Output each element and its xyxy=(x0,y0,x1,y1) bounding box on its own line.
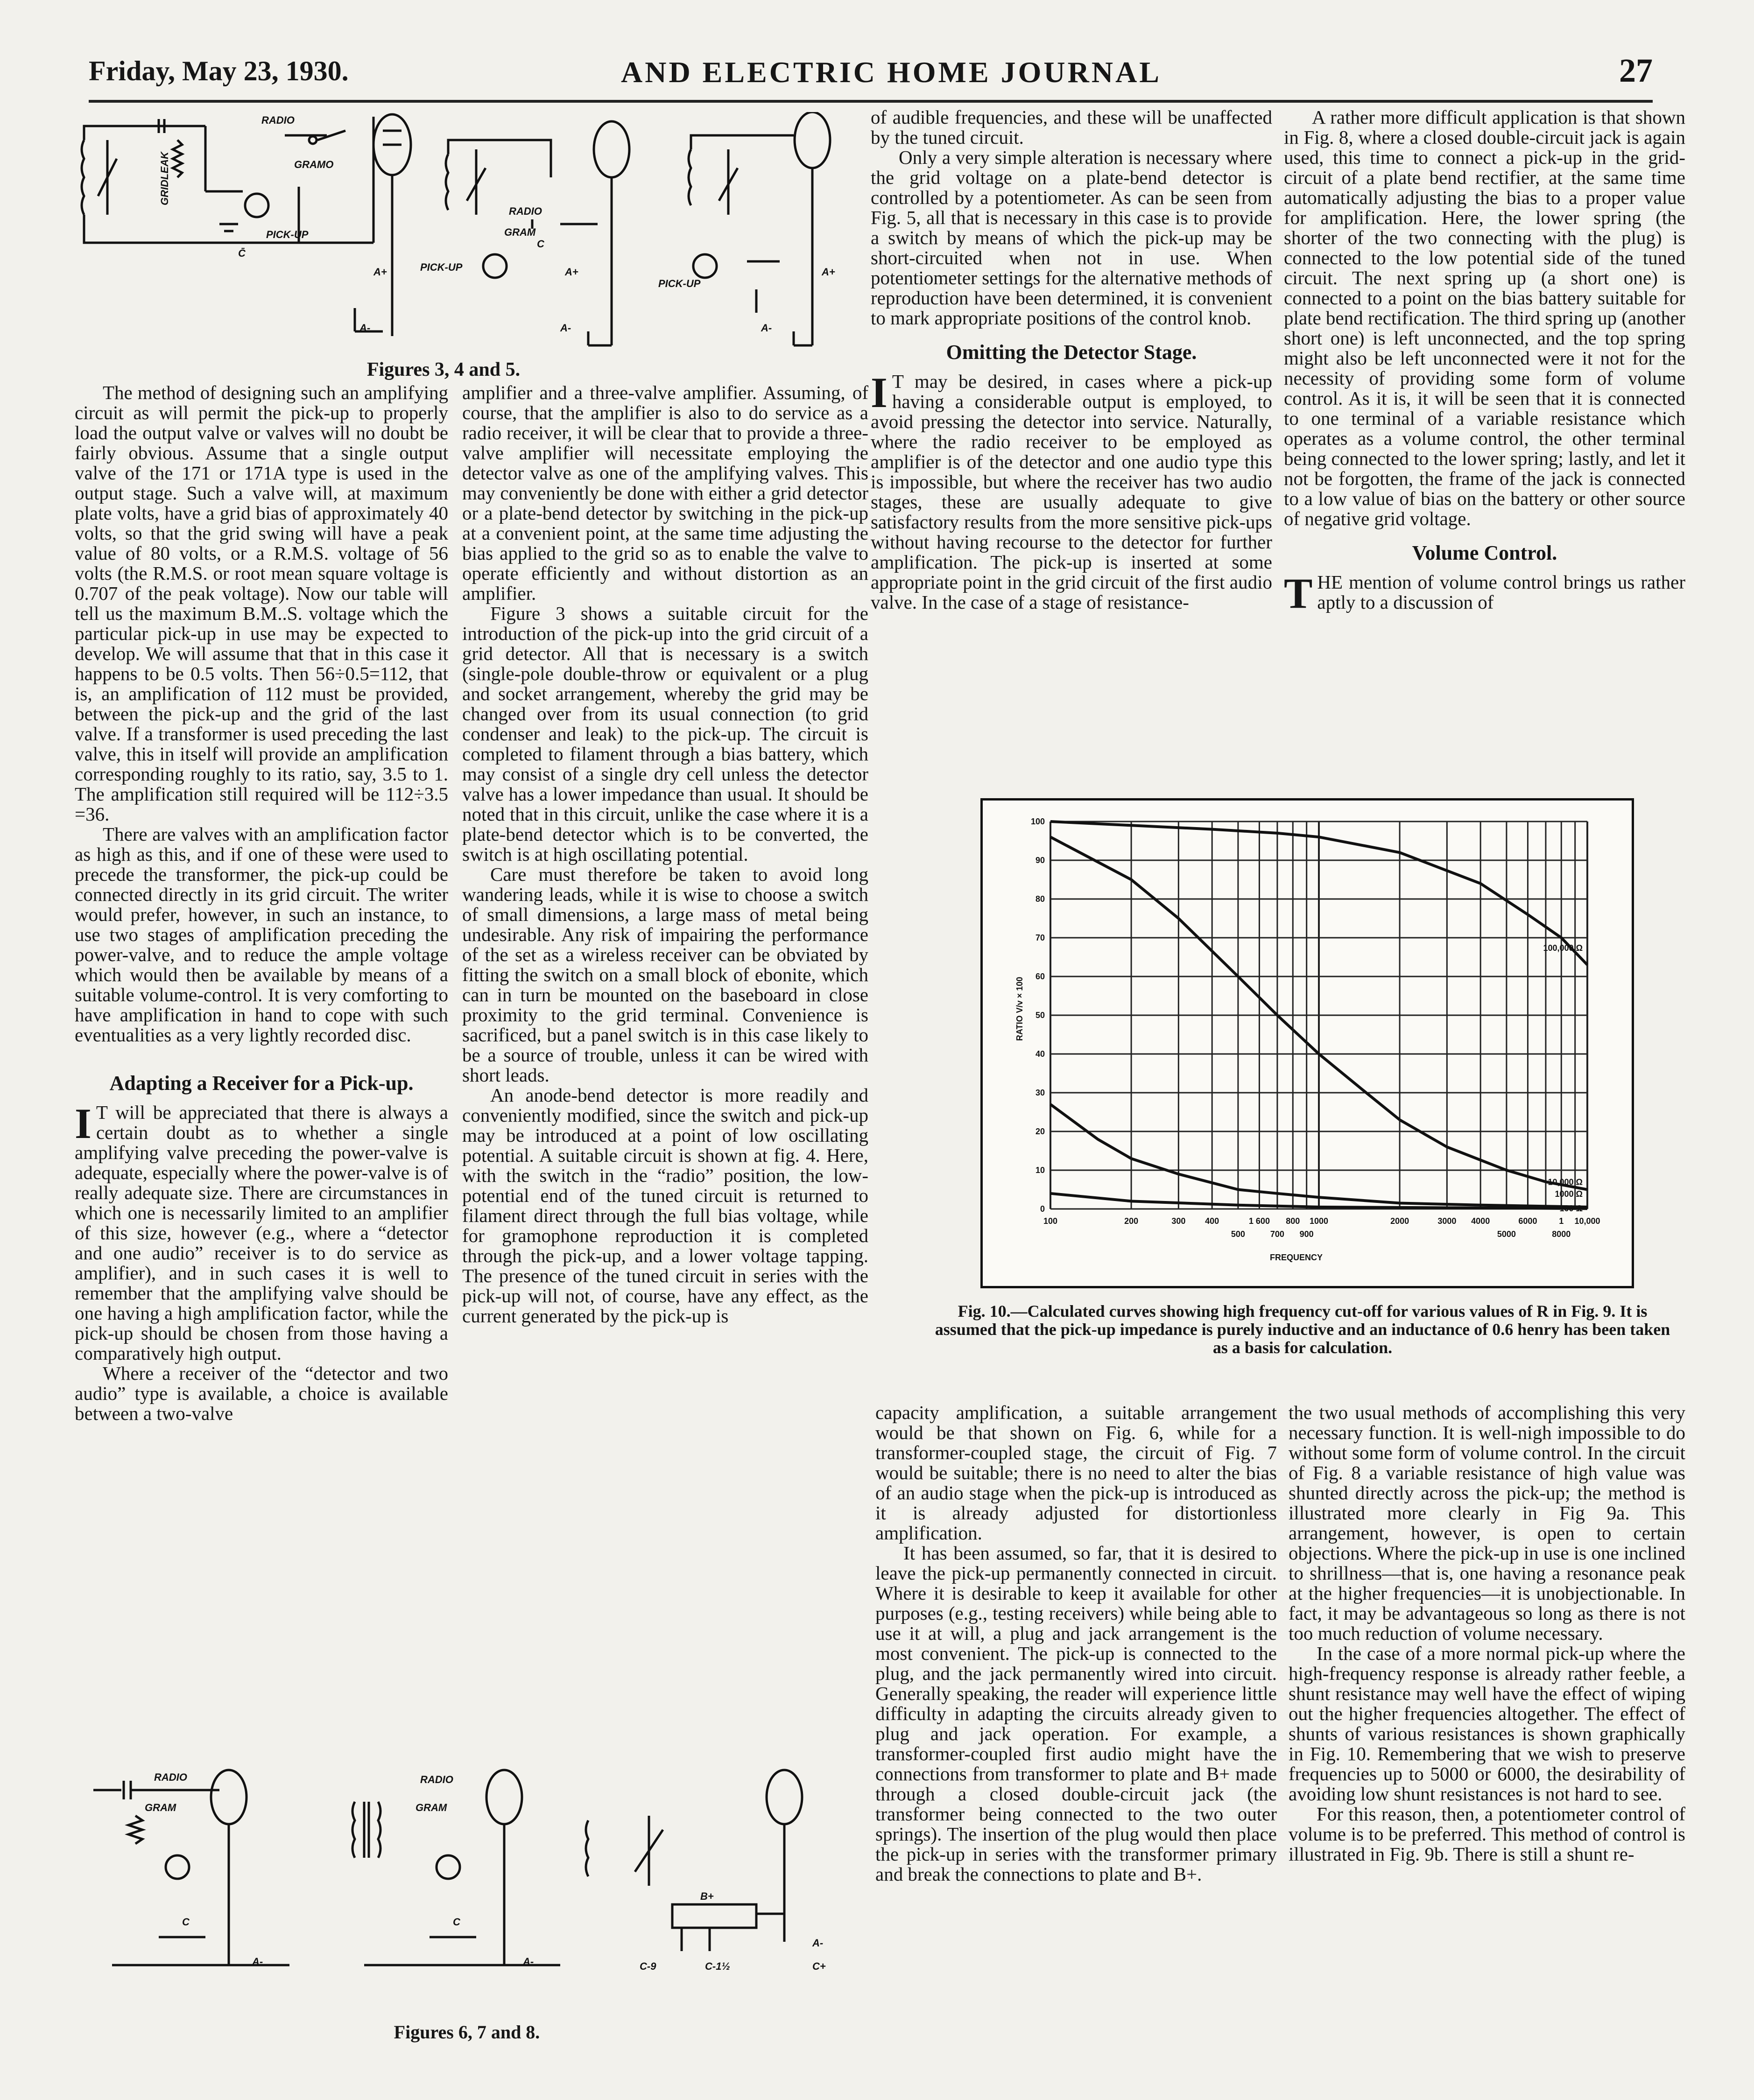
chart-xtick-label: 200 xyxy=(1124,1216,1139,1226)
fig4-label-aplus: A+ xyxy=(565,266,578,278)
chart-xtick-label: 100 xyxy=(1043,1216,1058,1226)
chart-ylabel: RATIO V/v × 100 xyxy=(1015,976,1024,1041)
chart-ytick-label: 50 xyxy=(1035,1011,1045,1020)
chart-ytick-label: 70 xyxy=(1035,933,1045,942)
chart-ytick-label: 60 xyxy=(1035,972,1045,981)
chart-ytick-label: 20 xyxy=(1035,1127,1045,1136)
column-5 xyxy=(875,1403,1277,1884)
column-4 xyxy=(1284,106,1685,617)
chart-xtick-label: 700 xyxy=(1270,1229,1284,1239)
chart-xlabel: FREQUENCY xyxy=(1270,1253,1323,1262)
col4-para-2: THE mention of volume control brings us rather aptly to a discussion of xyxy=(1284,569,1685,617)
col3-para-3: IT may be desired, in cases where a pick-up having a considerable output is employed, to avoid pressing the detector into service. Naturally, where the radio receiver to be employed as amplifier is of the detector and one audio type this is impossible, but where the receiver has two audio stages, these are usually adequate to give satisfactory results from the more sensitive pick-ups without having recourse to the detector for further amplification. The pick-up is inserted at some appropriate point in the grid circuit of the first audio valve. In the case of a stage of resistance- xyxy=(871,369,1272,613)
col3-para-2: Only a very simple alteration is necessary where the grid voltage on a plate-bend detector is controlled by a potentiometer. As can be seen from Fig. 5, all that is necessary in this case is to provide a switch by means of which the pick-up may be short-circuited when not in use. When potentiometer settings for the alternative methods of reproduction have been determined, it is convenient to mark appropriate positions of the control knob. xyxy=(871,147,1272,329)
figure-10-chart xyxy=(980,798,1634,1288)
fig5-label-aplus: A+ xyxy=(822,266,835,278)
col6-para-1: the two usual methods of accomplishing this very necessary function. It is well-nigh impossible to do without some form of volume control. In the circuit of Fig. 8 a variable resistance of high value was shunted directly across the pick-up; the method is illustrated more clearly in Fig 9a. This arrangement, however, is open to certain objections. Where the pick-up in use is one inclined to shrillness—that is, one having a resonance peak at the higher frequencies—it is unobjectionable. In fact, it may be advantageous so long as there is not too much reduction of volume necessary. xyxy=(1289,1402,1685,1644)
fig4-label-radio: RADIO xyxy=(509,205,542,217)
fig3-label-aplus: A+ xyxy=(373,266,387,278)
column-3 xyxy=(871,107,1272,612)
chart-xtick-label: 300 xyxy=(1171,1216,1186,1226)
chart-xtick-label: 1 xyxy=(1559,1216,1564,1226)
fig3-label-aminus: A- xyxy=(359,322,371,334)
chart-ytick-label: 10 xyxy=(1035,1166,1045,1175)
chart-ytick-label: 40 xyxy=(1035,1049,1045,1059)
chart-ytick-label: 80 xyxy=(1035,894,1045,904)
fig4-label-pickup: PICK-UP xyxy=(420,261,463,273)
fig3-label-radio: RADIO xyxy=(261,114,295,126)
chart-ytick-label: 90 xyxy=(1035,856,1045,865)
fig6-label-radio: RADIO xyxy=(154,1771,187,1783)
col4-para-1: A rather more difficult application is that shown in Fig. 8, where a closed double-circuit jack is again used, this time to connect a pick-up in the grid-circuit of a plate bend rectifier, at the same time automatically adjusting the bias to a proper value for amplification. Here, the lower spring (the shorter of the two connecting with the plug) is connected to the low potential side of the tuned circuit. The next spring up (a short one) is connected to a point on the bias battery suitable for plate bend rectification. The third spring up (another short one) is left unconnected, and the top spring might also be left unconnected were it not for the necessity of providing some form of volume control. As it is, it will be seen that it is connected to one terminal of a variable resistance which operates as a volume control, the other terminal being connected to the lower spring; lastly, and let it not be forgotten, the frame of the jack is connected to a low value of bias on the battery or other source of negative grid voltage. xyxy=(1284,106,1685,529)
fig3-label-gramo: GRAMO xyxy=(294,159,334,170)
figures-bottom-caption: Figures 6, 7 and 8. xyxy=(394,2022,540,2043)
chart-series-label: 1000 Ω xyxy=(1555,1189,1583,1199)
fig7-label-c: C xyxy=(453,1916,460,1928)
chart-ytick-label: 100 xyxy=(1030,817,1045,826)
chart-series-label: 100 Ω xyxy=(1559,1204,1583,1214)
col4-heading: Volume Control. xyxy=(1412,541,1557,564)
header-title: AND ELECTRIC HOME JOURNAL xyxy=(621,56,1162,89)
chart-xtick-label: 8000 xyxy=(1552,1229,1571,1239)
figure-5 xyxy=(658,112,835,345)
col5-para-2: It has been assumed, so far, that it is desired to leave the pick-up permanently connected in circuit. Where it is desirable to keep it available for other purposes (e.g., testing receivers) while being able to use it at will, a plug and jack arrangement is the most convenient. The pick-up is connected to the plug, and the jack permanently wired into circuit. Generally speaking, the reader will experience little difficulty in adapting the circuits already given to plug and jack operation. For example, a transformer-coupled first audio might have the connections from transformer to plate and B+ made through a closed double-circuit jack (the transformer being connected to the two outer springs). The insertion of the plug would then place the pick-up in series with the transformer primary and break the connections to plate and B+. xyxy=(875,1542,1277,1885)
fig4-label-gram: GRAM xyxy=(504,226,536,238)
chart-caption: Fig. 10.—Calculated curves showing high frequency cut-off for various values of R in Fig. 9. It is assumed that the pick-up impedance is purely inductive and an inductance of 0.6 henry has been taken as a basis for calculation. xyxy=(935,1302,1670,1357)
figure-3 xyxy=(82,114,411,336)
figure-4 xyxy=(420,121,629,345)
fig8-label-aminus: A- xyxy=(812,1937,824,1949)
chart-series-label: 100,000 Ω xyxy=(1543,943,1583,953)
fig6-label-gram: GRAM xyxy=(145,1802,176,1813)
col1-para-2: There are valves with an amplification factor as high as this, and if one of these were used to precede the transformer, the pick-up could be connected directly in its grid circuit. The writer would prefer, however, in such an instance, to use two stages of amplification preceding the power-valve, and to reduce the ample voltage which would then be available by means of a suitable volume-control. It is very comforting to have amplification in hand to cope with such eventualities as a very lightly recorded disc. xyxy=(75,823,448,1046)
chart-ytick-label: 30 xyxy=(1035,1088,1045,1097)
chart-xtick-label: 400 xyxy=(1205,1216,1219,1226)
chart-series-label: 10,000 Ω xyxy=(1548,1177,1583,1187)
col2-para-1: amplifier and a three-valve amplifier. Assuming, of course, that the amplifier is also to do service as a radio receiver, it will be clear that to provide a three-valve amplifier will necessitate employing the detector valve as one of the amplifying valves. This may conveniently be done with either a grid detector or a plate-bend detector by switching in the pick-up at a convenient point, at the same time adjusting the bias applied to the grid so as to enable the valve to operate efficiently and without distortion as an amplifier. xyxy=(462,382,868,604)
chart-xtick-label: 2000 xyxy=(1390,1216,1409,1226)
col6-para-2: In the case of a more normal pick-up where the high-frequency response is already rather feeble, a shunt resistance may well have the effect of wiping out the higher frequencies altogether. The effect of shunts of various resistances is shown graphically in Fig. 10. Remembering that we wish to preserve frequencies up to 5000 or 6000, the desirability of avoiding low shunt resistances is not hard to see. xyxy=(1289,1643,1685,1805)
fig3-label-pickup: PICK-UP xyxy=(266,229,309,240)
fig4-label-aminus: A- xyxy=(560,322,571,334)
column-2 xyxy=(462,383,868,1326)
chart-xtick-label: 4000 xyxy=(1471,1216,1490,1226)
chart-xtick-label: 3000 xyxy=(1437,1216,1457,1226)
fig3-label-c: C̄ xyxy=(238,247,246,259)
fig7-label-aminus: A- xyxy=(523,1956,534,1967)
chart-xtick-label: 800 xyxy=(1286,1216,1300,1226)
chart-ytick-label: 0 xyxy=(1040,1204,1045,1214)
col6-para-3: For this reason, then, a potentiometer control of volume is to be preferred. This method of control is illustrated in Fig. 9b. There is still a shunt re- xyxy=(1289,1803,1685,1865)
figure-7 xyxy=(352,1770,560,1967)
fig4-label-c: C xyxy=(537,238,544,250)
chart-xtick-label: 6000 xyxy=(1518,1216,1537,1226)
chart-xtick-label: 5000 xyxy=(1497,1229,1516,1239)
chart-xtick-label: 1 600 xyxy=(1248,1216,1270,1226)
column-6 xyxy=(1289,1403,1685,1864)
col2-para-3: Care must therefore be taken to avoid long wandering leads, while it is wise to choose a switch of small dimensions, a large mass of metal being undesirable. Any risk of impairing the performance of the set as a wireless receiver can be obviated by fitting the switch on a small block of ebonite, which can in turn be mounted on the baseboard in close proximity to the grid terminal. Convenience is sacrificed, but a panel switch is in this case likely to be a source of trouble, unless it can be wired with short leads. xyxy=(462,864,868,1086)
fig8-label-bplus: B+ xyxy=(700,1890,714,1902)
fig3-label-gridleak: GRIDLEAK xyxy=(159,152,170,205)
fig8-label-cplus: C+ xyxy=(812,1960,826,1972)
figures-6-7-8 xyxy=(65,1764,868,2007)
figure-6 xyxy=(93,1770,289,1967)
fig7-label-radio: RADIO xyxy=(420,1774,453,1785)
col3-heading: Omitting the Detector Stage. xyxy=(946,341,1197,364)
col1-para-1: The method of designing such an amplifying circuit as will permit the pick-up to properly load the output valve or valves will no doubt be fairly obvious. Assume that a single output valve of the 171 or 171A type is used in the output stage. Such a valve will, at maximum plate volts, have a grid bias of approximately 40 volts, so that the grid swing will have a peak value of 80 volts, or a R.M.S. voltage of 56 volts (the R.M.S. or root mean square voltage is 0.707 of the peak voltage). Now our table will tell us the maximum B.M..S. voltage which the particular pick-up in use may be expected to develop. We will assume that that in this case it happens to be 0.5 volts. Then 56÷0.5=112, that is, an amplification of 112 must be provided, between the pick-up and the grid of the last valve. If a transformer is used preceding the last valve, this in itself will provide an amplification corresponding roughly to its ratio, say, 3.5 to 1. The amplification still required will be 112÷3.5 =36. xyxy=(75,382,448,825)
fig6-label-c: C xyxy=(182,1916,190,1928)
chart-xtick-label: 500 xyxy=(1231,1229,1245,1239)
col3-para-1: of audible frequencies, and these will be unaffected by the tuned circuit. xyxy=(871,106,1272,148)
figures-3-4-5 xyxy=(65,112,868,355)
chart-xtick-label: 10,000 xyxy=(1574,1216,1600,1226)
header-date: Friday, May 23, 1930. xyxy=(89,56,349,86)
column-1 xyxy=(75,383,448,1424)
page-header xyxy=(89,51,1653,103)
fig7-label-gram: GRAM xyxy=(416,1802,447,1813)
fig6-label-aminus: A- xyxy=(252,1956,263,1967)
fig5-label-aminus: A- xyxy=(761,322,772,334)
chart-xtick-label: 900 xyxy=(1299,1229,1314,1239)
col1-para-3: IT will be appreciated that there is always a certain doubt as to whether a single amplifying valve preceding the power-valve is adequate, especially where the power-valve is of really adequate size. There are circumstances in which one is necessarily limited to an amplifier of this size, however (e.g., where a “detector and one audio” receiver is to do service as amplifier), and in such cases it is well to remember that the amplifying valve should be one having a high amplification factor, while the pick-up should be chosen from those having a comparatively high output. xyxy=(75,1100,448,1364)
col1-para-4: Where a receiver of the “detector and two audio” type is available, a choice is available between a two-valve xyxy=(75,1363,448,1424)
figures-top-caption: Figures 3, 4 and 5. xyxy=(366,359,521,380)
col5-para-1: capacity amplification, a suitable arrangement would be that shown on Fig. 6, while for a transformer-coupled stage, the circuit of Fig. 7 would be suitable; there is no need to alter the bias of an audio stage when the pick-up is introduced as it is already adjusted for distortionless amplification. xyxy=(875,1402,1277,1544)
fig5-label-pickup: PICK-UP xyxy=(658,278,701,289)
col2-para-2: Figure 3 shows a suitable circuit for the introduction of the pick-up into the grid circuit of a grid detector. All that is necessary is a switch (single-pole double-throw or equivalent or a plug and socket arrangement, whereby the grid may be changed over from its usual connection (to grid condenser and leak) to the pick-up. The circuit is completed to filament through a bias battery, which may consist of a single dry cell unless the detector valve has a lower impedance than usual. It should be noted that in this circuit, unlike the case where it is a plate-bend detector which is to be converted, the switch is at high oscillating potential. xyxy=(462,603,868,865)
fig8-label-c9: C-9 xyxy=(640,1960,656,1972)
col1-heading: Adapting a Receiver for a Pick-up. xyxy=(109,1072,414,1095)
col2-para-4: An anode-bend detector is more readily and conveniently modified, since the switch and pick-up may be introduced at a point of low oscillating potential. A suitable circuit is shown at fig. 4. Here, with the switch in the “radio” position, the low-potential end of the tuned circuit is returned to filament direct through the full bias voltage, while for gramophone reproduction it is completed through the pick-up, and a lower voltage tapping. The presence of the tuned circuit in series with the pick-up will not, of course, have any effect, as the current generated by the pick-up is xyxy=(462,1084,868,1327)
figure-8 xyxy=(586,1770,826,1972)
fig8-label-c1half: C-1½ xyxy=(705,1960,730,1972)
chart-xtick-label: 1000 xyxy=(1309,1216,1329,1226)
page-number: 27 xyxy=(1619,52,1653,89)
